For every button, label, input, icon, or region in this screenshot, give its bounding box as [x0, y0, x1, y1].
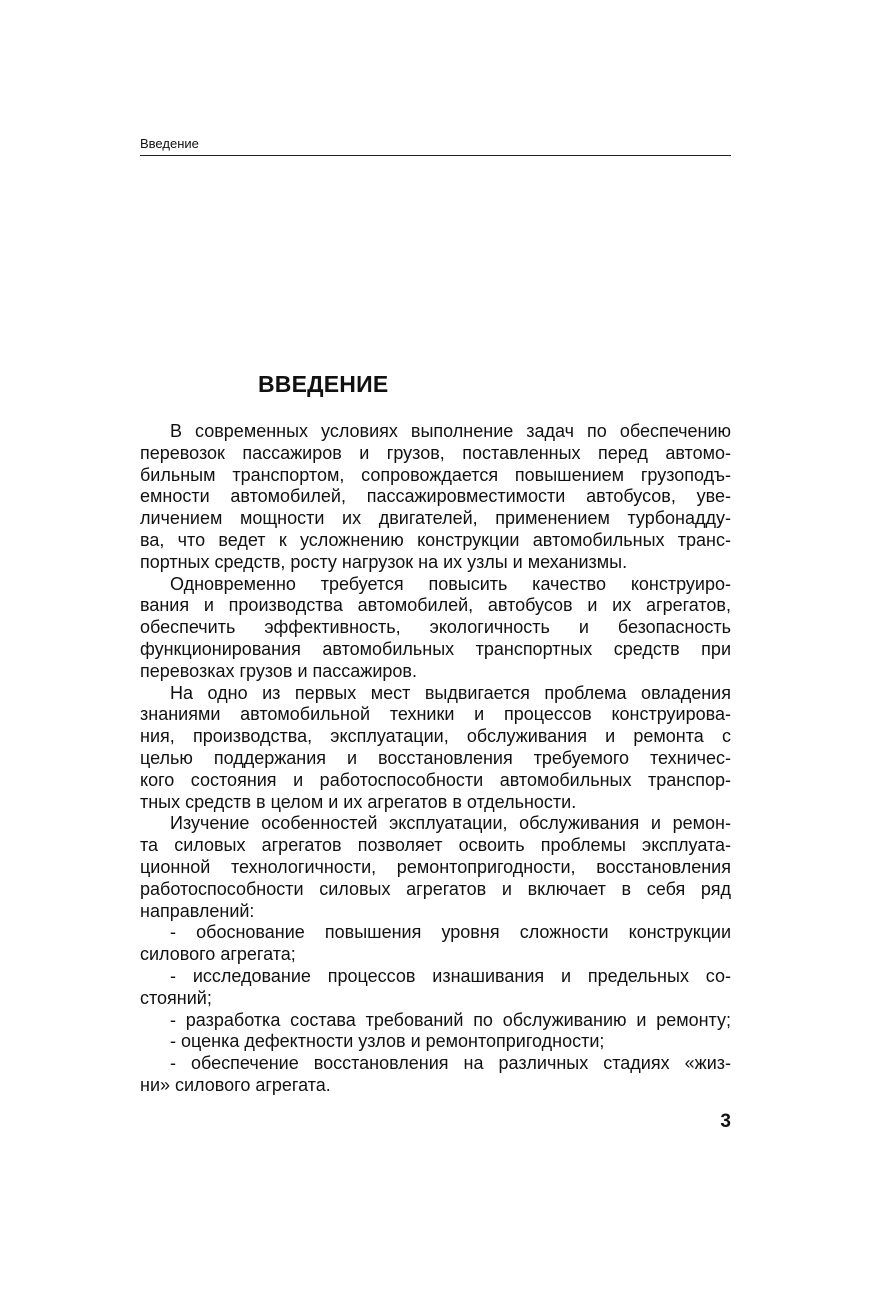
- text-line: - исследование процессов изнашивания и предельных со-: [170, 965, 731, 986]
- text-line: - обеспечение восстановления на различных стадиях «жиз-: [170, 1053, 731, 1074]
- text-line: знаниями автомобильной техники и процессов конструирова-: [140, 704, 731, 725]
- list-item: [140, 966, 731, 1010]
- text-line: обеспечить эффективность, экологичность и безопасность: [140, 617, 731, 638]
- list-item: [140, 922, 731, 966]
- list-item: [140, 1053, 731, 1097]
- text-line: перевозках грузов и пассажиров.: [140, 660, 417, 681]
- text-line: функционирования автомобильных транспортных средств при: [140, 638, 731, 659]
- text-line: портных средств, росту нагрузок на их узлы и механизмы.: [140, 551, 628, 572]
- text-line: ционной технологичности, ремонтопригодности, восстановления: [140, 856, 731, 877]
- text-line: бильным транспортом, сопровождается повышением грузоподъ-: [140, 464, 731, 485]
- text-line: стояний;: [140, 987, 212, 1008]
- text-line: - разработка состава требований по обслуживанию и ремонту;: [170, 1009, 731, 1030]
- paragraph: [140, 421, 731, 574]
- text-line: Одновременно требуется повысить качество конструиро-: [170, 573, 731, 594]
- text-line: Изучение особенностей эксплуатации, обслуживания и ремон-: [170, 813, 731, 834]
- chapter-title: ВВЕДЕНИЕ: [258, 371, 389, 397]
- text-line: силового агрегата;: [140, 944, 296, 965]
- paragraph: [140, 574, 731, 683]
- list-item: [140, 1031, 731, 1053]
- running-header: Введение: [140, 136, 731, 156]
- text-line: тных средств в целом и их агрегатов в отдельности.: [140, 791, 577, 812]
- text-line: та силовых агрегатов позволяет освоить проблемы эксплуата-: [140, 835, 731, 856]
- text-line: перевозок пассажиров и грузов, поставленных перед автомо-: [140, 442, 731, 463]
- body-text: [140, 421, 731, 1097]
- text-line: личением мощности их двигателей, применением турбонадду-: [140, 508, 731, 529]
- paragraph: [140, 813, 731, 922]
- text-line: емности автомобилей, пассажировместимости автобусов, уве-: [140, 486, 731, 507]
- text-line: ва, что ведет к усложнению конструкции автомобильных транс-: [140, 529, 731, 550]
- list-item: [140, 1010, 731, 1032]
- text-line: В современных условиях выполнение задач по обеспечению: [170, 421, 731, 441]
- text-line: направлений:: [140, 900, 255, 921]
- text-line: целью поддержания и восстановления требуемого техничес-: [140, 747, 731, 768]
- text-line: работоспособности силовых агрегатов и включает в себя ряд: [140, 878, 731, 899]
- page-number: 3: [720, 1111, 731, 1132]
- text-line: вания и производства автомобилей, автобусов и их агрегатов,: [140, 595, 731, 616]
- text-line: - оценка дефектности узлов и ремонтопригодности;: [170, 1031, 605, 1052]
- text-line: ния, производства, эксплуатации, обслуживания и ремонта с: [140, 726, 731, 747]
- text-line: - обоснование повышения уровня сложности конструкции: [170, 922, 731, 943]
- text-line: ни» силового агрегата.: [140, 1074, 331, 1095]
- paragraph: [140, 683, 731, 814]
- text-line: кого состояния и работоспособности автомобильных транспор-: [140, 769, 731, 790]
- text-line: На одно из первых мест выдвигается проблема овладения: [170, 682, 731, 703]
